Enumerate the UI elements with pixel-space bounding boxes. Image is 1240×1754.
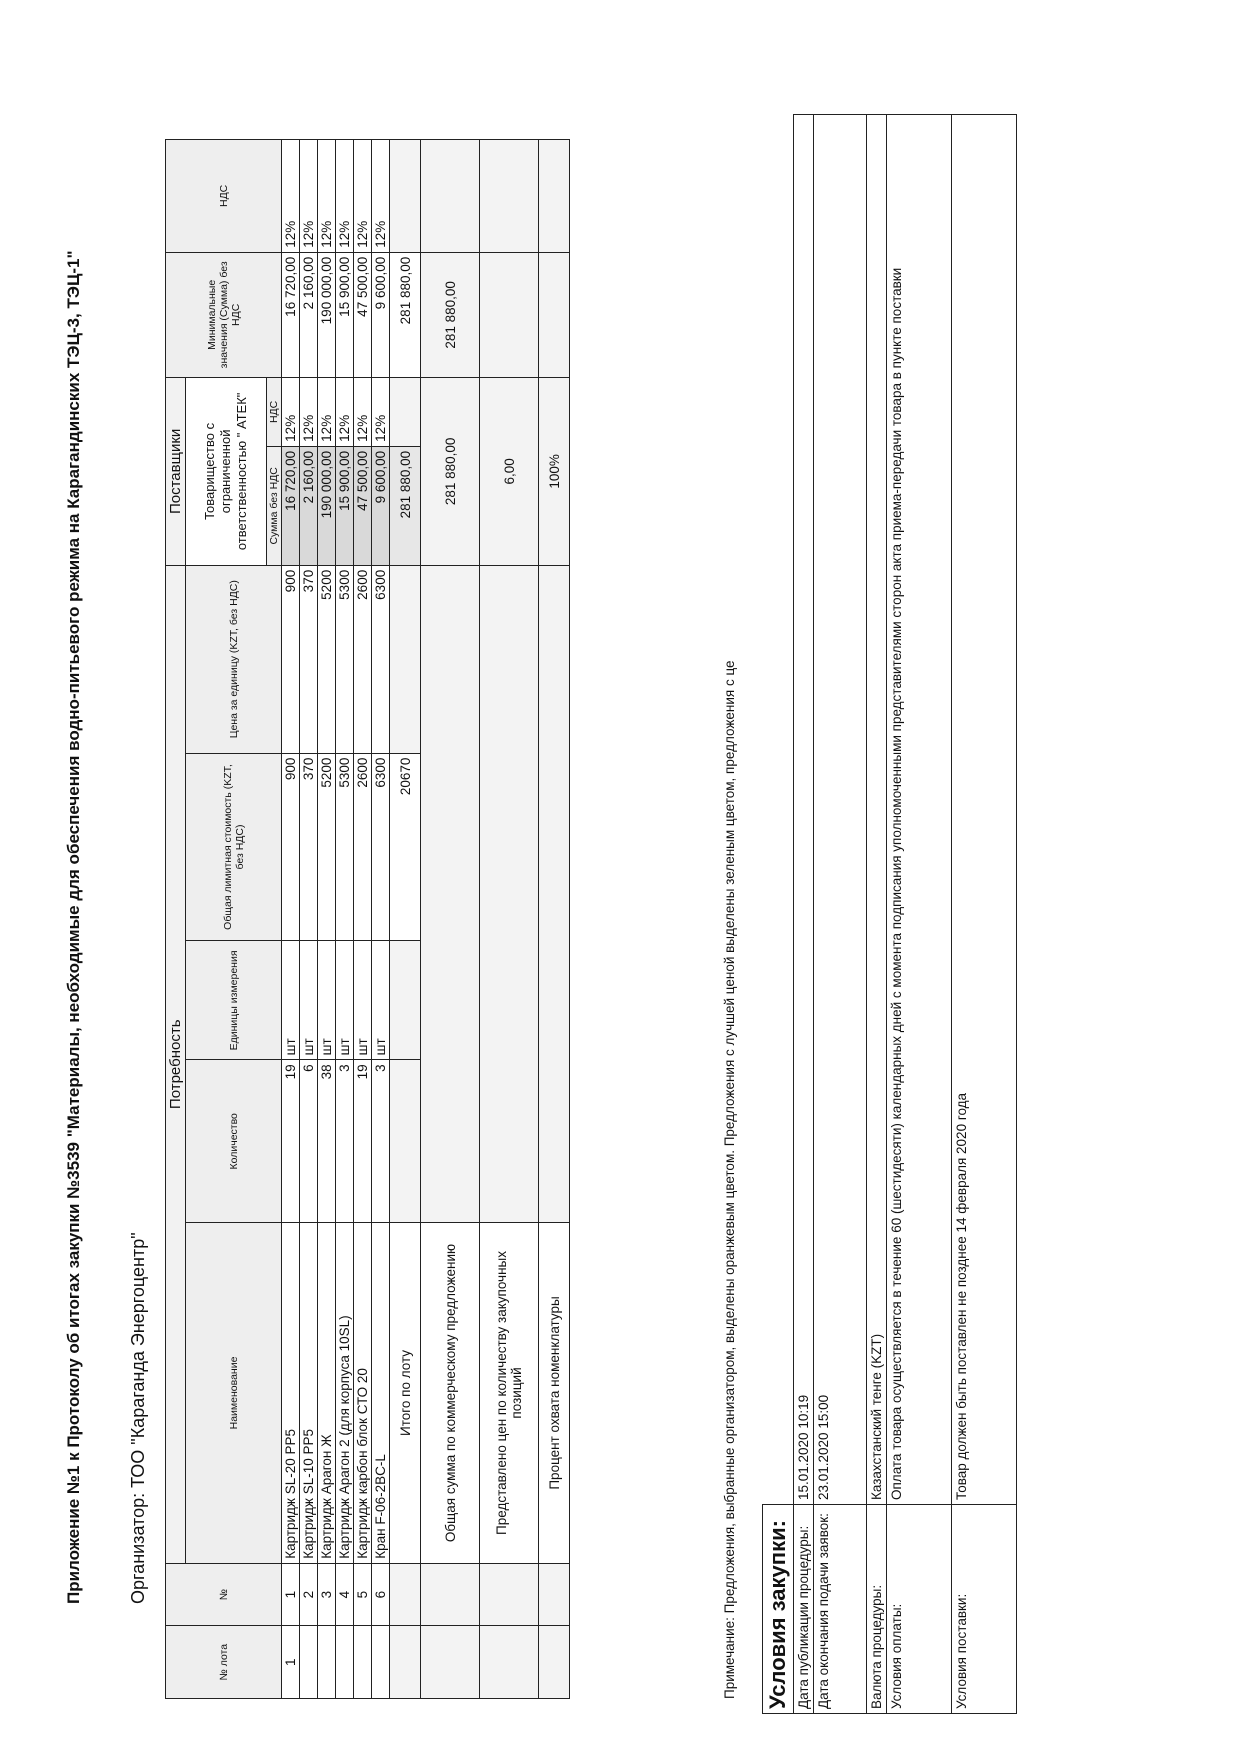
- item-quantity: 19: [354, 1060, 372, 1223]
- item-name: Картридж карбон блок СТО 20: [354, 1223, 372, 1564]
- item-vat: 12%: [282, 377, 300, 446]
- terms-value: Оплата товара осуществляется в течение 60 (шестидесяти) календарных дней с момента подписания уполномоченными представителями сторон акта приема-передачи товара в пункте поставки: [887, 115, 952, 1505]
- item-total-limit: 6300: [372, 753, 390, 941]
- terms-row: [794, 115, 814, 1714]
- item-total-limit: 900: [282, 753, 300, 941]
- header-no: №: [166, 1563, 282, 1626]
- coverage-value: 100%: [539, 377, 570, 565]
- terms-row: [867, 115, 887, 1714]
- item-unit: шт: [354, 941, 372, 1060]
- lot-number: [336, 1626, 354, 1699]
- terms-label: Дата окончания подачи заявок:: [814, 1505, 867, 1714]
- terms-label: Условия поставки:: [952, 1505, 1017, 1714]
- row-number: 4: [336, 1563, 354, 1626]
- lot-number: [372, 1626, 390, 1699]
- item-unit-price: 6300: [372, 565, 390, 753]
- row-number: 5: [354, 1563, 372, 1626]
- item-supplier-sum: 2 160,00: [300, 446, 318, 565]
- item-total-limit: 5300: [336, 753, 354, 941]
- item-vat: 12%: [318, 377, 336, 446]
- item-total-limit: 5200: [318, 753, 336, 941]
- header-lot-no: № лота: [166, 1626, 282, 1699]
- item-vat: 12%: [354, 377, 372, 446]
- coverage-label: Процент охвата номенклатуры: [539, 1223, 570, 1564]
- total-label: Итого по лоту: [390, 1223, 421, 1564]
- header-quantity: Количество: [186, 1060, 282, 1223]
- lot-number: [300, 1626, 318, 1699]
- terms-label: Условия оплаты:: [887, 1505, 952, 1714]
- terms-title: Условия закупки:: [763, 1505, 794, 1714]
- item-vat-2: 12%: [336, 140, 354, 253]
- terms-value: Товар должен быть поставлен не позднее 14 февраля 2020 года: [952, 115, 1017, 1505]
- item-unit: шт: [318, 941, 336, 1060]
- row-number: 6: [372, 1563, 390, 1626]
- item-unit-price: 5200: [318, 565, 336, 753]
- item-quantity: 6: [300, 1060, 318, 1223]
- item-min-value: 2 160,00: [300, 252, 318, 377]
- item-supplier-sum: 15 900,00: [336, 446, 354, 565]
- header-vat: НДС: [267, 377, 282, 446]
- item-unit: шт: [300, 941, 318, 1060]
- item-min-value: 47 500,00: [354, 252, 372, 377]
- item-min-value: 15 900,00: [336, 252, 354, 377]
- lot-number: [318, 1626, 336, 1699]
- terms-value: 15.01.2020 10:19: [794, 115, 814, 1505]
- prices-count-label: Представлено цен по количеству закупочных позиций: [480, 1223, 539, 1564]
- item-unit: шт: [282, 941, 300, 1060]
- item-unit-price: 5300: [336, 565, 354, 753]
- total-supplier-sum: 281 880,00: [390, 446, 421, 565]
- item-unit-price: 370: [300, 565, 318, 753]
- item-vat: 12%: [372, 377, 390, 446]
- prices-count-row: [480, 140, 539, 1699]
- item-quantity: 19: [282, 1060, 300, 1223]
- item-vat-2: 12%: [372, 140, 390, 253]
- lot-number: [354, 1626, 372, 1699]
- header-total-limit: Общая лимитная стоимость (KZT, без НДС): [186, 753, 282, 941]
- header-unit-price: Цена за единицу (KZT, без НДС): [186, 565, 282, 753]
- table-row: [282, 140, 300, 1699]
- terms-label: Дата публикации процедуры:: [794, 1505, 814, 1714]
- item-supplier-sum: 47 500,00: [354, 446, 372, 565]
- prices-count-value: 6,00: [480, 377, 539, 565]
- overall-sum-label: Общая сумма по коммерческому предложению: [421, 1223, 480, 1564]
- item-vat-2: 12%: [318, 140, 336, 253]
- table-row: [336, 140, 354, 1699]
- terms-row: [952, 115, 1017, 1714]
- results-table: [165, 139, 570, 1699]
- item-quantity: 3: [336, 1060, 354, 1223]
- group-need: Потребность: [166, 565, 186, 1563]
- item-supplier-sum: 9 600,00: [372, 446, 390, 565]
- item-vat-2: 12%: [282, 140, 300, 253]
- note-text: Примечание: Предложения, выбранные организатором, выделены оранжевым цветом. Предложения с лучшей ценой выделены зеленым цветом, предложения с це: [722, 660, 737, 1699]
- table-row: [372, 140, 390, 1699]
- item-min-value: 190 000,00: [318, 252, 336, 377]
- item-total-limit: 2600: [354, 753, 372, 941]
- overall-sum-row: [421, 140, 480, 1699]
- item-vat-2: 12%: [300, 140, 318, 253]
- total-row: [390, 140, 421, 1699]
- header-name: Наименование: [186, 1223, 282, 1564]
- terms-table: [762, 114, 1017, 1714]
- item-unit-price: 900: [282, 565, 300, 753]
- total-min-value: 281 880,00: [390, 252, 421, 377]
- row-number: 1: [282, 1563, 300, 1626]
- overall-min-value: 281 880,00: [421, 252, 480, 377]
- coverage-row: [539, 140, 570, 1699]
- item-quantity: 38: [318, 1060, 336, 1223]
- item-name: Кран F-06-2BC-L: [372, 1223, 390, 1564]
- item-unit: шт: [336, 941, 354, 1060]
- item-min-value: 16 720,00: [282, 252, 300, 377]
- item-name: Картридж SL-20 PP5: [282, 1223, 300, 1564]
- item-supplier-sum: 190 000,00: [318, 446, 336, 565]
- item-unit-price: 2600: [354, 565, 372, 753]
- item-supplier-sum: 16 720,00: [282, 446, 300, 565]
- item-vat: 12%: [336, 377, 354, 446]
- item-unit: шт: [372, 941, 390, 1060]
- item-vat-2: 12%: [354, 140, 372, 253]
- overall-sum-value: 281 880,00: [421, 377, 480, 565]
- row-number: 3: [318, 1563, 336, 1626]
- item-total-limit: 370: [300, 753, 318, 941]
- group-suppliers: Поставщики: [166, 377, 186, 565]
- header-vat-2: НДС: [166, 140, 282, 253]
- item-name: Картридж Арагон Ж: [318, 1223, 336, 1564]
- header-min-values: Минимальные значения (Сумма) без НДС: [166, 252, 282, 377]
- total-limit-value: 20670: [390, 753, 421, 941]
- header-sum-no-vat: Сумма без НДС: [267, 446, 282, 565]
- organizer-line: Организатор: ТОО "Караганда Энергоцентр": [128, 1232, 148, 1604]
- table-row: [300, 140, 318, 1699]
- item-name: Картридж SL-10 PP5: [300, 1223, 318, 1564]
- table-row: [354, 140, 372, 1699]
- supplier-name: Товарищество с ограниченной ответственностью " АТЕК": [186, 377, 267, 565]
- row-number: 2: [300, 1563, 318, 1626]
- document-title: Приложение №1 к Протоколу об итогах закупки №3539 "Материалы, необходимые для обеспечения водно-питьевого режима на Карагандинских ТЭЦ-3, ТЭЦ-1": [64, 250, 83, 1604]
- item-name: Картридж Арагон 2 (для корпуса 10SL): [336, 1223, 354, 1564]
- lot-number: 1: [282, 1626, 300, 1699]
- header-unit: Единицы измерения: [186, 941, 282, 1060]
- terms-value: 23.01.2020 15:00: [814, 115, 867, 1505]
- terms-row: [814, 115, 867, 1714]
- terms-value: Казахстанский тенге (KZT): [867, 115, 887, 1505]
- terms-label: Валюта процедуры:: [867, 1505, 887, 1714]
- item-min-value: 9 600,00: [372, 252, 390, 377]
- item-vat: 12%: [300, 377, 318, 446]
- terms-row: [887, 115, 952, 1714]
- item-quantity: 3: [372, 1060, 390, 1223]
- table-row: [318, 140, 336, 1699]
